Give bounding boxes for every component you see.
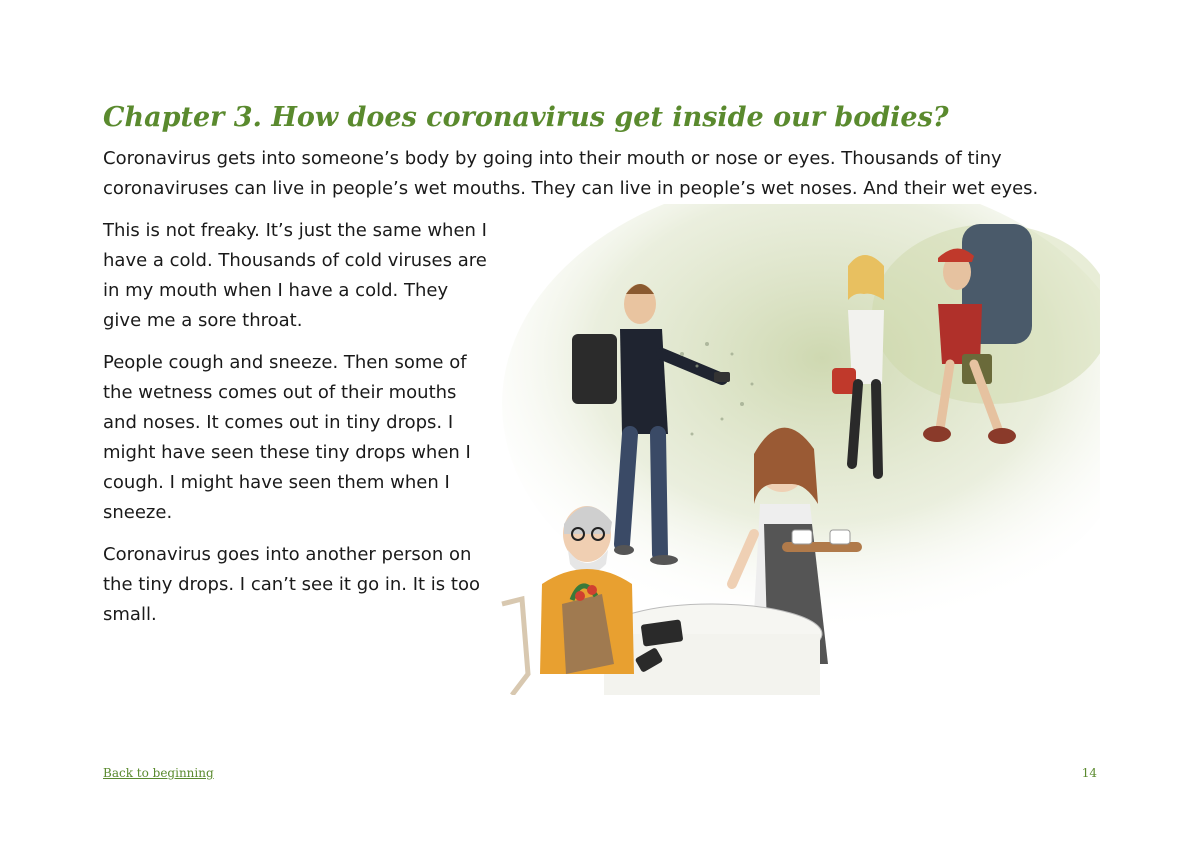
paragraph-tiny-drops: Coronavirus goes into another person on the tiny drops. I can’t see it go in. It is too small. (103, 544, 480, 625)
paragraph-cold-comparison: This is not freaky. It’s just the same when I have a cold. Thousands of cold viruses are in my mouth when I have a cold. They give me a sore throat. (103, 220, 487, 331)
intro-paragraph: Coronavirus gets into someone’s body by going into their mouth or nose or eyes. Thousands of tiny coronaviruses can live in people’s wet mouths. They can live in people’s wet noses. And their wet eyes. (103, 148, 1039, 199)
page-number: 14 (1081, 766, 1097, 780)
people-coughing-illustration (492, 204, 1100, 695)
cafe-table (602, 604, 822, 695)
chapter-title: Chapter 3. How does coronavirus get inside our bodies? (103, 102, 949, 133)
paragraph-cough-sneeze: People cough and sneeze. Then some of the wetness comes out of their mouths and noses. It comes out in tiny drops. I might have seen these tiny drops when I cough. I might have seen them when I sneeze. (103, 352, 471, 523)
body-text-column (103, 216, 488, 642)
back-to-beginning-link[interactable]: Back to beginning (103, 766, 214, 780)
